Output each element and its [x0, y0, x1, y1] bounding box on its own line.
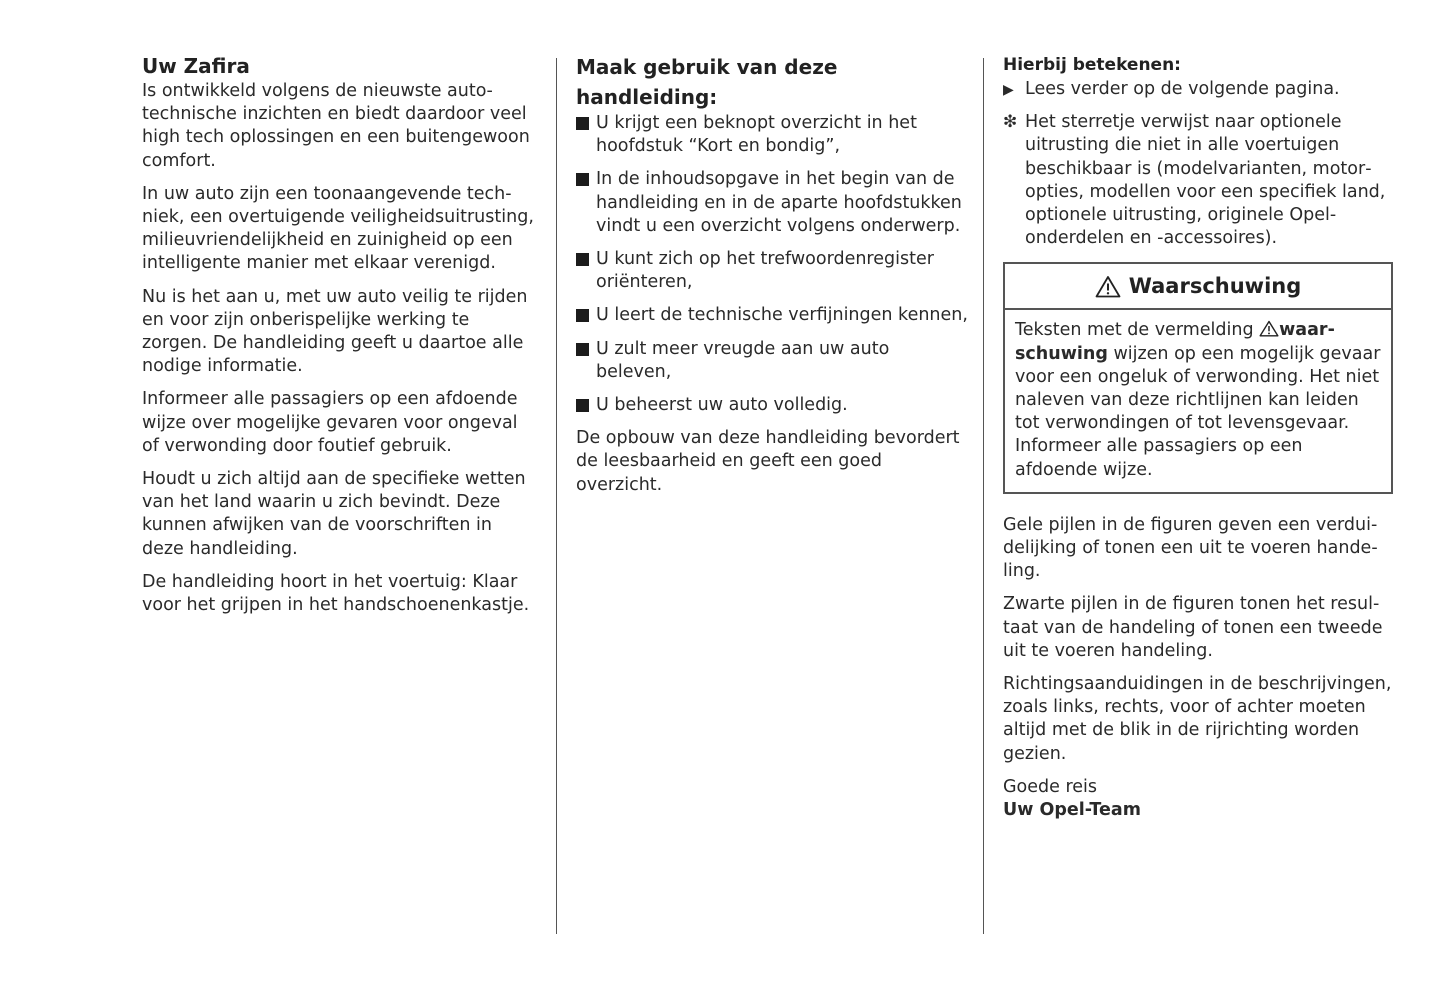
asterisk-icon: ❇ [1003, 112, 1018, 133]
usage-closing: De opbouw van deze handleiding bevordert de leesbaarheid en geeft een goed overzicht. [576, 428, 960, 495]
intro-paragraph: Nu is het aan u, met uw auto veilig te rijden en voor zijn onberispelijke werking te zorgen. De handleiding geeft u daartoe alle nodige informatie. [142, 286, 528, 377]
list-item: In de inhoudsopgave in het begin van de handleiding en in de aparte hoofdstukken vindt u een overzicht volgens onderwerp. [576, 168, 968, 238]
square-bullet-icon [576, 399, 589, 412]
list-item: U leert de technische verfijningen kennen, [576, 304, 968, 327]
intro-heading: Uw Zafira [142, 54, 250, 78]
square-bullet-icon [576, 253, 589, 266]
warning-triangle-icon [1259, 320, 1279, 337]
legend-star-entry: ❇ Het sterretje verwijst naar optionele uitrusting die niet in alle voertuigen beschikbaar is (modelvarianten, motoropties, modellen voor een specifiek land, optionele uitrusting, originele Opel-onderdelen en -accessoires). [1003, 112, 1386, 249]
legend-heading: Hierbij betekenen: [1003, 55, 1181, 75]
signature: Uw Opel-Team [1003, 800, 1141, 821]
column-divider-1 [556, 58, 557, 934]
intro-paragraph: Is ontwikkeld volgens de nieuwste autotechnische inzichten en biedt daardoor veel high tech oplossingen en een buitengewoon comfort. [142, 81, 530, 171]
warning-header [1005, 264, 1391, 310]
list-item: U krijgt een beknopt overzicht in het hoofdstuk “Kort en bondig”, [576, 112, 968, 158]
usage-list [576, 112, 968, 417]
greeting: Goede reis [1003, 776, 1098, 797]
legend-paragraph: Gele pijlen in de figuren geven een verduidelijking of tonen een uit te voeren handeling. [1003, 514, 1378, 582]
square-bullet-icon [576, 309, 589, 322]
intro-paragraph: Informeer alle passagiers op een afdoende wijze over mogelijke gevaren voor ongeval of verwonding door foutief gebruik. [142, 389, 518, 456]
column-divider-2 [983, 58, 984, 934]
legend-paragraph: Richtingsaanduidingen in de beschrijvingen, zoals links, rechts, voor of achter moeten altijd met de blik in de rijrichting worden gezien. [1003, 674, 1392, 764]
list-item: U beheerst uw auto volledig. [576, 394, 968, 417]
legend-arrow-entry: ▶ Lees verder op de volgende pagina. [1003, 78, 1393, 101]
intro-paragraph: Houdt u zich altijd aan de specifieke wetten van het land waarin u zich bevindt. Deze kunnen afwijken van de voorschriften in deze handleiding. [142, 469, 526, 559]
square-bullet-icon [576, 343, 589, 356]
legend-paragraph: Zwarte pijlen in de figuren tonen het resultaat van de handeling of tonen een tweede uit te voeren handeling. [1003, 594, 1383, 661]
square-bullet-icon [576, 173, 589, 186]
list-item: U zult meer vreugde aan uw auto beleven, [576, 338, 968, 384]
warning-box [1003, 262, 1393, 493]
column-usage [576, 52, 968, 507]
list-item: U kunt zich op het trefwoordenregister oriënteren, [576, 248, 968, 294]
warning-title: Waarschuwing [1128, 274, 1302, 299]
column-legend [1003, 52, 1393, 822]
triangle-arrow-icon: ▶ [1003, 82, 1014, 98]
warning-text: Teksten met de vermelding waarschuwing wijzen op een mogelijk gevaar voor een ongeluk of verwonding. Het niet naleven van deze richtlijnen kan leiden tot verwondingen of tot levensgevaar. Informeer alle passagiers op een afdoende wijze. [1015, 320, 1381, 480]
intro-paragraph: In uw auto zijn een toonaangevende techniek, een overtuigende veiligheidsuitrusting, milieuvriendelijkheid en zuinigheid op een intelligente manier met elkaar verenigd. [142, 183, 534, 274]
usage-heading: Maak gebruik van deze handleiding: [576, 55, 838, 109]
intro-paragraph: De handleiding hoort in het voertuig: Klaar voor het grijpen in het handschoenenkastje. [142, 571, 530, 616]
warning-triangle-icon [1095, 275, 1121, 298]
column-intro [142, 52, 537, 627]
square-bullet-icon [576, 117, 589, 130]
warning-keyword: waarschuwing [1015, 320, 1335, 364]
